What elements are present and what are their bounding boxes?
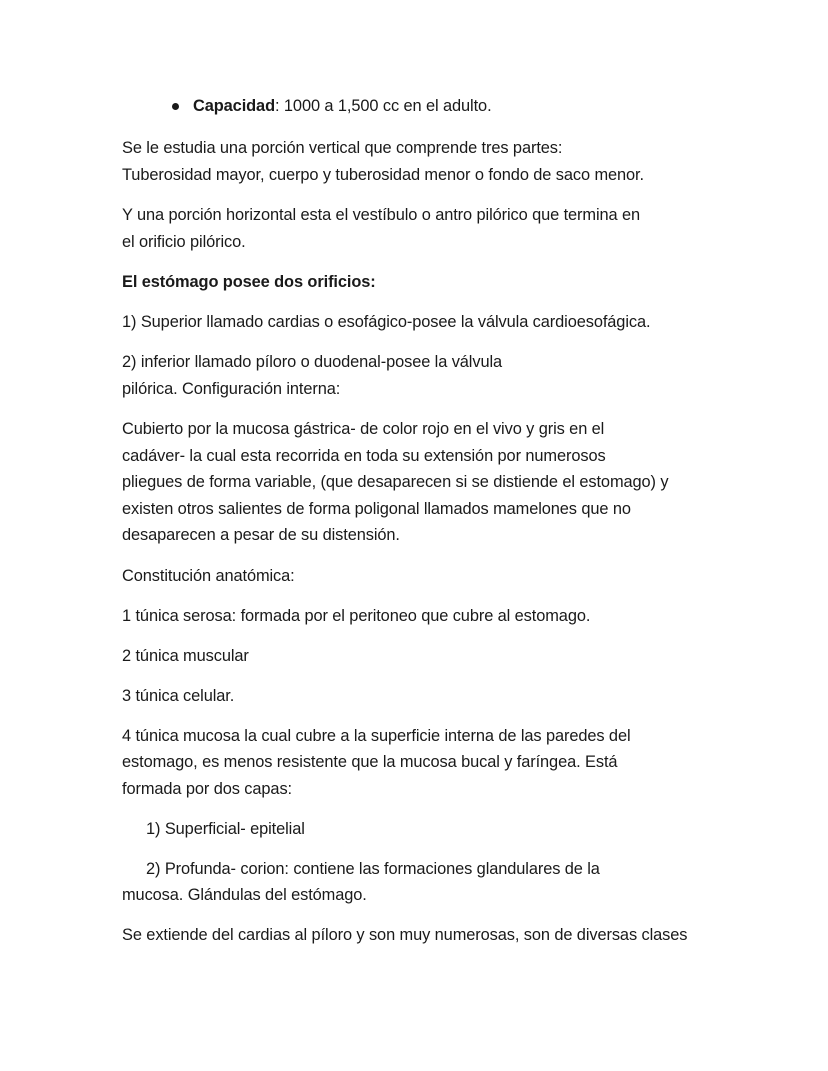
list-item: 1) Superficial- epitelial [146, 820, 305, 838]
paragraph-line: desaparecen a pesar de su distensión. [122, 526, 400, 544]
bullet-item-capacidad [193, 93, 492, 120]
list-item: pilórica. Configuración interna: [122, 380, 341, 398]
paragraph-line: el orificio pilórico. [122, 233, 246, 251]
paragraph-line: Constitución anatómica: [122, 567, 295, 585]
list-item: 2) inferior llamado píloro o duodenal-posee la válvula [122, 353, 503, 371]
list-item: 4 túnica mucosa la cual cubre a la superficie interna de las paredes del [122, 727, 631, 745]
paragraph-line: Tuberosidad mayor, cuerpo y tuberosidad menor o fondo de saco menor. [122, 166, 644, 184]
section-heading: El estómago posee dos orificios: [122, 273, 376, 291]
paragraph-line: existen otros salientes de forma poligonal llamados mamelones que no [122, 500, 631, 518]
list-item: 2) Profunda- corion: contiene las formaciones glandulares de la [146, 860, 600, 878]
paragraph-line: pliegues de forma variable, (que desaparecen si se distiende el estomago) y [122, 473, 669, 491]
paragraph-line: Se le estudia una porción vertical que comprende tres partes: [122, 139, 563, 157]
paragraph-line: cadáver- la cual esta recorrida en toda su extensión por numerosos [122, 447, 606, 465]
bullet-icon [172, 103, 179, 110]
list-item: mucosa. Glándulas del estómago. [122, 886, 367, 904]
list-item: 1 túnica serosa: formada por el peritoneo que cubre al estomago. [122, 607, 591, 625]
paragraph-line: Y una porción horizontal esta el vestíbulo o antro pilórico que termina en [122, 206, 641, 224]
bullet-text: : 1000 a 1,500 cc en el adulto. [275, 97, 492, 115]
paragraph-line: Se extiende del cardias al píloro y son muy numerosas, son de diversas clases [122, 926, 688, 944]
paragraph-line: Cubierto por la mucosa gástrica- de color rojo en el vivo y gris en el [122, 420, 605, 438]
list-item: 1) Superior llamado cardias o esofágico-posee la válvula cardioesofágica. [122, 313, 651, 331]
list-item: 3 túnica celular. [122, 687, 235, 705]
list-item: estomago, es menos resistente que la mucosa bucal y faríngea. Está [122, 753, 618, 771]
bullet-label: Capacidad [193, 97, 275, 115]
list-item: 2 túnica muscular [122, 647, 249, 665]
list-item: formada por dos capas: [122, 780, 292, 798]
